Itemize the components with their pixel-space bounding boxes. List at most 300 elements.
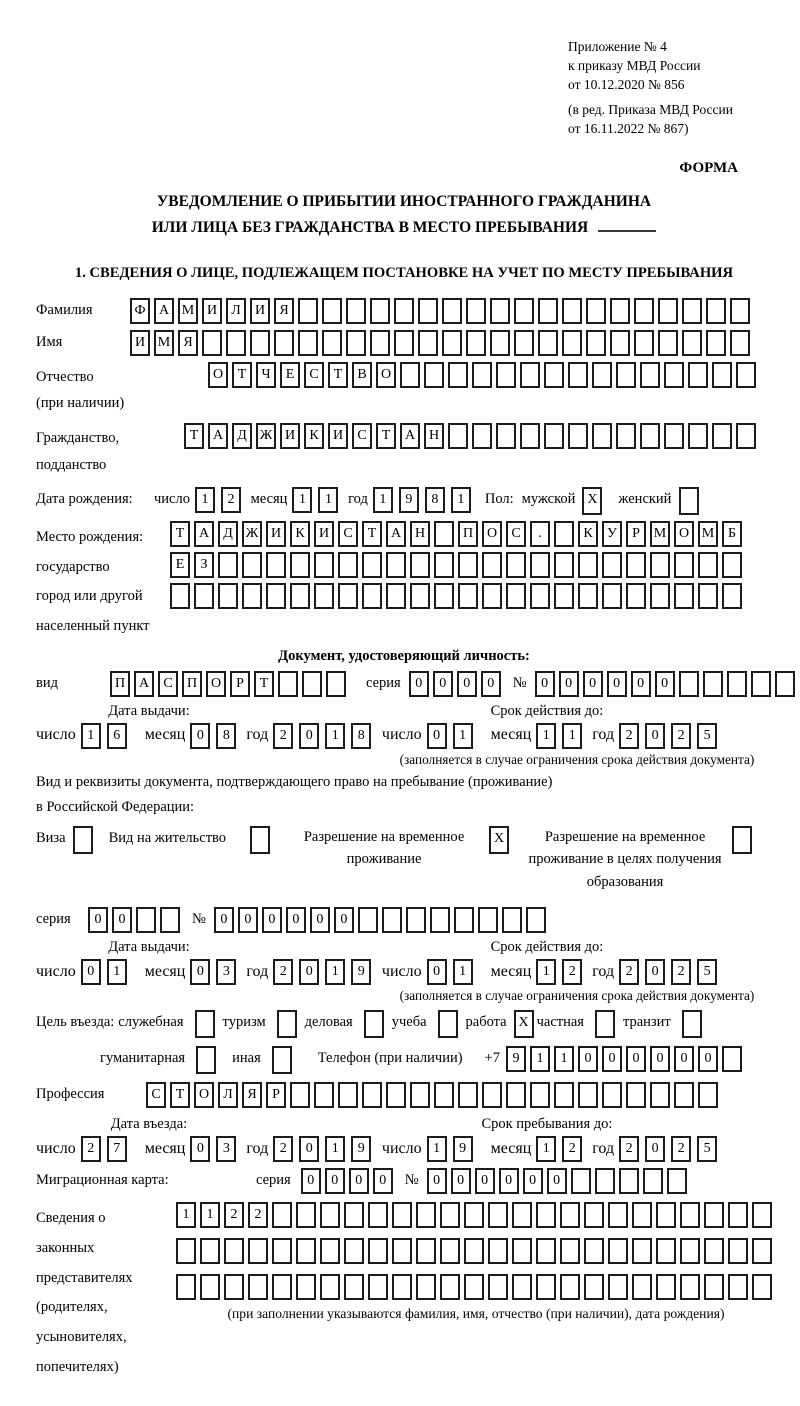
purpose-work-checkbox[interactable]: X [514, 1010, 534, 1038]
form-cell[interactable]: 2 [619, 1136, 639, 1162]
form-cell[interactable] [272, 1202, 292, 1228]
form-cell[interactable] [506, 552, 526, 578]
form-cell[interactable] [608, 1238, 628, 1264]
form-cell[interactable] [248, 1238, 268, 1264]
form-cell[interactable] [698, 583, 718, 609]
form-cell[interactable] [382, 907, 402, 933]
form-cell[interactable] [448, 362, 468, 388]
phone-cells[interactable] [506, 1046, 746, 1072]
form-cell[interactable]: 1 [176, 1202, 196, 1228]
form-cell[interactable] [730, 298, 750, 324]
birth-year-cells[interactable] [373, 491, 477, 507]
form-cell[interactable]: П [458, 521, 478, 547]
form-cell[interactable] [242, 583, 262, 609]
stay-month-cells[interactable] [536, 1140, 588, 1157]
form-cell[interactable] [416, 1274, 436, 1300]
form-cell[interactable] [346, 298, 366, 324]
form-cell[interactable] [394, 330, 414, 356]
profession-cells[interactable] [146, 1082, 722, 1108]
form-cell[interactable] [680, 1202, 700, 1228]
form-cell[interactable]: 0 [475, 1168, 495, 1194]
form-cell[interactable] [643, 1168, 663, 1194]
form-cell[interactable] [632, 1202, 652, 1228]
form-cell[interactable] [488, 1274, 508, 1300]
representatives-cells-row2[interactable] [176, 1238, 776, 1264]
form-cell[interactable] [368, 1202, 388, 1228]
form-cell[interactable] [448, 423, 468, 449]
form-cell[interactable] [608, 1202, 628, 1228]
form-cell[interactable]: Б [722, 521, 742, 547]
form-cell[interactable] [416, 1202, 436, 1228]
form-cell[interactable] [658, 330, 678, 356]
form-cell[interactable] [595, 1168, 615, 1194]
residence-valid-day-cells[interactable] [427, 963, 479, 980]
citizenship-cells[interactable] [184, 423, 760, 449]
birth-place-cells-row2[interactable] [170, 552, 746, 578]
form-cell[interactable]: 0 [427, 1168, 447, 1194]
form-cell[interactable] [512, 1274, 532, 1300]
form-cell[interactable] [679, 671, 699, 697]
entry-month-cells[interactable] [190, 1140, 242, 1157]
form-cell[interactable] [610, 330, 630, 356]
form-cell[interactable]: 1 [536, 959, 556, 985]
form-cell[interactable] [202, 330, 222, 356]
form-cell[interactable]: 3 [216, 959, 236, 985]
form-cell[interactable] [298, 330, 318, 356]
form-cell[interactable]: В [352, 362, 372, 388]
form-cell[interactable]: 0 [583, 671, 603, 697]
form-cell[interactable] [424, 362, 444, 388]
representatives-cells-row1[interactable] [176, 1202, 776, 1228]
form-cell[interactable]: 0 [325, 1168, 345, 1194]
form-cell[interactable]: 0 [299, 723, 319, 749]
purpose-humanitarian-checkbox[interactable] [196, 1046, 216, 1074]
form-cell[interactable] [512, 1238, 532, 1264]
stay-year-cells[interactable] [619, 1140, 723, 1157]
form-cell[interactable] [650, 583, 670, 609]
form-cell[interactable] [650, 552, 670, 578]
form-cell[interactable] [520, 362, 540, 388]
form-cell[interactable] [584, 1274, 604, 1300]
form-cell[interactable]: 2 [248, 1202, 268, 1228]
visa-checkbox[interactable] [73, 826, 93, 854]
form-cell[interactable] [472, 362, 492, 388]
form-cell[interactable]: У [602, 521, 622, 547]
form-cell[interactable] [640, 362, 660, 388]
form-cell[interactable]: А [134, 671, 154, 697]
form-cell[interactable]: К [304, 423, 324, 449]
form-cell[interactable]: О [376, 362, 396, 388]
purpose-private-checkbox[interactable] [595, 1010, 615, 1038]
form-cell[interactable] [362, 1082, 382, 1108]
temp-residence-checkbox[interactable]: X [489, 826, 509, 854]
form-cell[interactable] [458, 552, 478, 578]
form-cell[interactable] [584, 1238, 604, 1264]
form-cell[interactable]: А [194, 521, 214, 547]
form-cell[interactable]: 8 [351, 723, 371, 749]
form-cell[interactable]: 0 [427, 959, 447, 985]
form-cell[interactable]: М [178, 298, 198, 324]
form-cell[interactable]: 0 [334, 907, 354, 933]
identity-valid-month-cells[interactable] [536, 726, 588, 743]
form-cell[interactable] [752, 1274, 772, 1300]
surname-cells[interactable] [130, 298, 754, 324]
form-cell[interactable] [442, 330, 462, 356]
form-cell[interactable]: 0 [655, 671, 675, 697]
form-cell[interactable] [538, 298, 558, 324]
identity-valid-year-cells[interactable] [619, 726, 723, 743]
form-cell[interactable] [706, 330, 726, 356]
form-cell[interactable]: И [314, 521, 334, 547]
form-cell[interactable]: Р [230, 671, 250, 697]
form-cell[interactable]: 0 [547, 1168, 567, 1194]
form-cell[interactable] [320, 1274, 340, 1300]
form-cell[interactable]: 1 [554, 1046, 574, 1072]
form-cell[interactable]: 2 [619, 723, 639, 749]
form-cell[interactable] [712, 362, 732, 388]
form-cell[interactable] [656, 1274, 676, 1300]
form-cell[interactable] [554, 1082, 574, 1108]
form-cell[interactable] [266, 552, 286, 578]
form-cell[interactable] [370, 298, 390, 324]
form-cell[interactable] [578, 552, 598, 578]
form-cell[interactable]: 0 [190, 723, 210, 749]
form-cell[interactable]: 5 [697, 959, 717, 985]
identity-issue-year-cells[interactable] [273, 726, 377, 743]
form-cell[interactable] [536, 1274, 556, 1300]
form-cell[interactable] [752, 1202, 772, 1228]
form-cell[interactable]: 1 [81, 723, 101, 749]
form-cell[interactable] [560, 1274, 580, 1300]
form-cell[interactable] [482, 583, 502, 609]
form-cell[interactable] [736, 423, 756, 449]
form-cell[interactable] [386, 583, 406, 609]
form-cell[interactable]: 5 [697, 723, 717, 749]
purpose-other-checkbox[interactable] [272, 1046, 292, 1074]
form-cell[interactable] [722, 552, 742, 578]
form-cell[interactable] [730, 330, 750, 356]
residence-issue-month-cells[interactable] [190, 963, 242, 980]
form-cell[interactable]: С [304, 362, 324, 388]
form-cell[interactable] [464, 1202, 484, 1228]
form-cell[interactable] [722, 1046, 742, 1072]
form-cell[interactable] [667, 1168, 687, 1194]
form-cell[interactable]: 7 [107, 1136, 127, 1162]
form-cell[interactable]: 1 [325, 723, 345, 749]
form-cell[interactable] [434, 521, 454, 547]
form-cell[interactable] [490, 298, 510, 324]
form-cell[interactable] [416, 1238, 436, 1264]
form-cell[interactable]: 2 [221, 487, 241, 513]
residence-issue-day-cells[interactable] [81, 963, 133, 980]
form-cell[interactable] [634, 298, 654, 324]
form-cell[interactable]: К [578, 521, 598, 547]
form-cell[interactable] [344, 1202, 364, 1228]
form-cell[interactable]: 0 [535, 671, 555, 697]
migration-seria-cells[interactable] [301, 1168, 397, 1194]
form-cell[interactable] [392, 1202, 412, 1228]
form-cell[interactable] [482, 552, 502, 578]
form-cell[interactable]: С [506, 521, 526, 547]
form-cell[interactable]: С [146, 1082, 166, 1108]
residence-permit-checkbox[interactable] [250, 826, 270, 854]
sex-female-checkbox[interactable] [679, 487, 699, 515]
form-cell[interactable] [560, 1238, 580, 1264]
form-cell[interactable]: 1 [195, 487, 215, 513]
form-cell[interactable]: П [182, 671, 202, 697]
form-cell[interactable]: М [154, 330, 174, 356]
residence-valid-year-cells[interactable] [619, 963, 723, 980]
form-cell[interactable] [728, 1238, 748, 1264]
form-cell[interactable] [586, 330, 606, 356]
identity-issue-day-cells[interactable] [81, 726, 133, 743]
form-cell[interactable] [727, 671, 747, 697]
form-cell[interactable]: 2 [671, 1136, 691, 1162]
form-cell[interactable]: Ж [242, 521, 262, 547]
form-cell[interactable]: Д [218, 521, 238, 547]
form-cell[interactable]: Ж [256, 423, 276, 449]
form-cell[interactable] [176, 1274, 196, 1300]
form-cell[interactable] [440, 1274, 460, 1300]
form-cell[interactable]: 2 [562, 1136, 582, 1162]
form-cell[interactable] [464, 1238, 484, 1264]
form-cell[interactable]: Т [170, 521, 190, 547]
form-cell[interactable] [392, 1274, 412, 1300]
form-cell[interactable] [562, 330, 582, 356]
form-cell[interactable] [506, 583, 526, 609]
form-cell[interactable] [634, 330, 654, 356]
form-cell[interactable] [554, 552, 574, 578]
form-cell[interactable] [250, 330, 270, 356]
form-cell[interactable]: Е [280, 362, 300, 388]
form-cell[interactable]: Р [266, 1082, 286, 1108]
form-cell[interactable] [608, 1274, 628, 1300]
form-cell[interactable] [418, 298, 438, 324]
form-cell[interactable]: 1 [292, 487, 312, 513]
form-cell[interactable] [226, 330, 246, 356]
form-cell[interactable] [728, 1274, 748, 1300]
form-cell[interactable]: 0 [674, 1046, 694, 1072]
form-cell[interactable] [248, 1274, 268, 1300]
form-cell[interactable] [296, 1274, 316, 1300]
form-cell[interactable]: 1 [373, 487, 393, 513]
purpose-business-checkbox[interactable] [364, 1010, 384, 1038]
form-cell[interactable] [704, 1238, 724, 1264]
form-cell[interactable] [674, 552, 694, 578]
form-cell[interactable]: 0 [299, 959, 319, 985]
form-cell[interactable] [434, 1082, 454, 1108]
form-cell[interactable]: 2 [619, 959, 639, 985]
form-cell[interactable] [344, 1274, 364, 1300]
form-cell[interactable] [410, 583, 430, 609]
purpose-transit-checkbox[interactable] [682, 1010, 702, 1038]
form-cell[interactable] [578, 1082, 598, 1108]
form-cell[interactable]: 0 [559, 671, 579, 697]
form-cell[interactable] [640, 423, 660, 449]
form-cell[interactable]: 0 [238, 907, 258, 933]
form-cell[interactable]: 0 [626, 1046, 646, 1072]
form-cell[interactable]: Я [274, 298, 294, 324]
form-cell[interactable]: 1 [200, 1202, 220, 1228]
form-cell[interactable] [386, 1082, 406, 1108]
form-cell[interactable] [160, 907, 180, 933]
form-cell[interactable] [602, 1082, 622, 1108]
form-cell[interactable] [266, 583, 286, 609]
residence-seria-cells[interactable] [88, 907, 184, 933]
birth-place-cells-row3[interactable] [170, 583, 746, 609]
form-cell[interactable]: 2 [273, 959, 293, 985]
form-cell[interactable] [302, 671, 322, 697]
form-cell[interactable] [578, 583, 598, 609]
form-cell[interactable] [530, 583, 550, 609]
form-cell[interactable]: 2 [671, 959, 691, 985]
stay-day-cells[interactable] [427, 1140, 479, 1157]
form-cell[interactable] [358, 907, 378, 933]
form-cell[interactable] [314, 552, 334, 578]
form-cell[interactable]: А [386, 521, 406, 547]
form-cell[interactable]: Р [626, 521, 646, 547]
form-cell[interactable]: А [208, 423, 228, 449]
form-cell[interactable]: 0 [214, 907, 234, 933]
form-cell[interactable]: 0 [262, 907, 282, 933]
form-cell[interactable] [496, 423, 516, 449]
form-cell[interactable]: О [208, 362, 228, 388]
form-cell[interactable]: М [698, 521, 718, 547]
form-cell[interactable]: 0 [190, 1136, 210, 1162]
form-cell[interactable] [512, 1202, 532, 1228]
form-cell[interactable]: И [280, 423, 300, 449]
entry-year-cells[interactable] [273, 1140, 377, 1157]
form-cell[interactable]: Я [242, 1082, 262, 1108]
form-cell[interactable]: 6 [107, 723, 127, 749]
form-cell[interactable]: 0 [190, 959, 210, 985]
form-cell[interactable]: 0 [631, 671, 651, 697]
identity-issue-month-cells[interactable] [190, 726, 242, 743]
form-cell[interactable] [592, 423, 612, 449]
form-cell[interactable] [526, 907, 546, 933]
form-cell[interactable] [688, 362, 708, 388]
form-cell[interactable] [434, 552, 454, 578]
migration-number-cells[interactable] [427, 1168, 691, 1194]
form-cell[interactable]: К [290, 521, 310, 547]
purpose-official-checkbox[interactable] [195, 1010, 215, 1038]
form-cell[interactable]: 0 [645, 1136, 665, 1162]
form-cell[interactable] [554, 583, 574, 609]
form-cell[interactable]: 1 [318, 487, 338, 513]
form-cell[interactable]: О [674, 521, 694, 547]
form-cell[interactable] [616, 423, 636, 449]
form-cell[interactable] [602, 552, 622, 578]
form-cell[interactable] [632, 1238, 652, 1264]
form-cell[interactable] [568, 423, 588, 449]
form-cell[interactable]: 0 [88, 907, 108, 933]
form-cell[interactable]: 0 [409, 671, 429, 697]
form-cell[interactable]: 1 [325, 959, 345, 985]
form-cell[interactable]: Н [424, 423, 444, 449]
form-cell[interactable] [472, 423, 492, 449]
form-cell[interactable] [410, 1082, 430, 1108]
form-cell[interactable] [362, 552, 382, 578]
patronymic-cells[interactable] [208, 362, 760, 388]
form-cell[interactable]: 0 [578, 1046, 598, 1072]
form-cell[interactable] [562, 298, 582, 324]
form-cell[interactable]: 2 [562, 959, 582, 985]
form-cell[interactable] [626, 1082, 646, 1108]
form-cell[interactable] [314, 583, 334, 609]
form-cell[interactable] [706, 298, 726, 324]
form-cell[interactable] [464, 1274, 484, 1300]
form-cell[interactable] [602, 583, 622, 609]
form-cell[interactable] [736, 362, 756, 388]
form-cell[interactable] [410, 552, 430, 578]
form-cell[interactable]: 0 [112, 907, 132, 933]
form-cell[interactable] [682, 298, 702, 324]
form-cell[interactable] [392, 1238, 412, 1264]
form-cell[interactable]: Т [362, 521, 382, 547]
form-cell[interactable] [458, 583, 478, 609]
form-cell[interactable] [698, 552, 718, 578]
form-cell[interactable]: И [202, 298, 222, 324]
form-cell[interactable] [680, 1238, 700, 1264]
form-cell[interactable]: А [400, 423, 420, 449]
form-cell[interactable] [619, 1168, 639, 1194]
doc-type-cells[interactable] [110, 671, 350, 697]
form-cell[interactable] [775, 671, 795, 697]
form-cell[interactable] [610, 298, 630, 324]
form-cell[interactable] [688, 423, 708, 449]
form-cell[interactable] [314, 1082, 334, 1108]
form-cell[interactable] [656, 1238, 676, 1264]
entry-day-cells[interactable] [81, 1140, 133, 1157]
form-cell[interactable] [664, 423, 684, 449]
residence-issue-year-cells[interactable] [273, 963, 377, 980]
form-cell[interactable]: 0 [523, 1168, 543, 1194]
form-cell[interactable]: Е [170, 552, 190, 578]
form-cell[interactable] [320, 1202, 340, 1228]
form-cell[interactable]: 0 [650, 1046, 670, 1072]
form-cell[interactable] [344, 1238, 364, 1264]
form-cell[interactable] [554, 521, 574, 547]
form-cell[interactable] [650, 1082, 670, 1108]
form-cell[interactable] [290, 552, 310, 578]
form-cell[interactable] [616, 362, 636, 388]
form-cell[interactable]: Ч [256, 362, 276, 388]
form-cell[interactable]: 0 [698, 1046, 718, 1072]
purpose-tourism-checkbox[interactable] [277, 1010, 297, 1038]
form-cell[interactable] [406, 907, 426, 933]
form-cell[interactable] [170, 583, 190, 609]
form-cell[interactable]: И [250, 298, 270, 324]
form-cell[interactable]: Т [254, 671, 274, 697]
form-cell[interactable] [224, 1274, 244, 1300]
form-cell[interactable]: 0 [645, 959, 665, 985]
form-cell[interactable] [514, 298, 534, 324]
form-cell[interactable] [560, 1202, 580, 1228]
form-cell[interactable] [274, 330, 294, 356]
form-cell[interactable] [272, 1274, 292, 1300]
form-cell[interactable]: 8 [425, 487, 445, 513]
form-cell[interactable] [298, 298, 318, 324]
form-cell[interactable] [434, 583, 454, 609]
form-cell[interactable] [368, 1274, 388, 1300]
form-cell[interactable]: 1 [107, 959, 127, 985]
form-cell[interactable] [200, 1238, 220, 1264]
form-cell[interactable]: С [338, 521, 358, 547]
form-cell[interactable] [466, 298, 486, 324]
form-cell[interactable]: 8 [216, 723, 236, 749]
form-cell[interactable] [418, 330, 438, 356]
form-cell[interactable]: 0 [301, 1168, 321, 1194]
